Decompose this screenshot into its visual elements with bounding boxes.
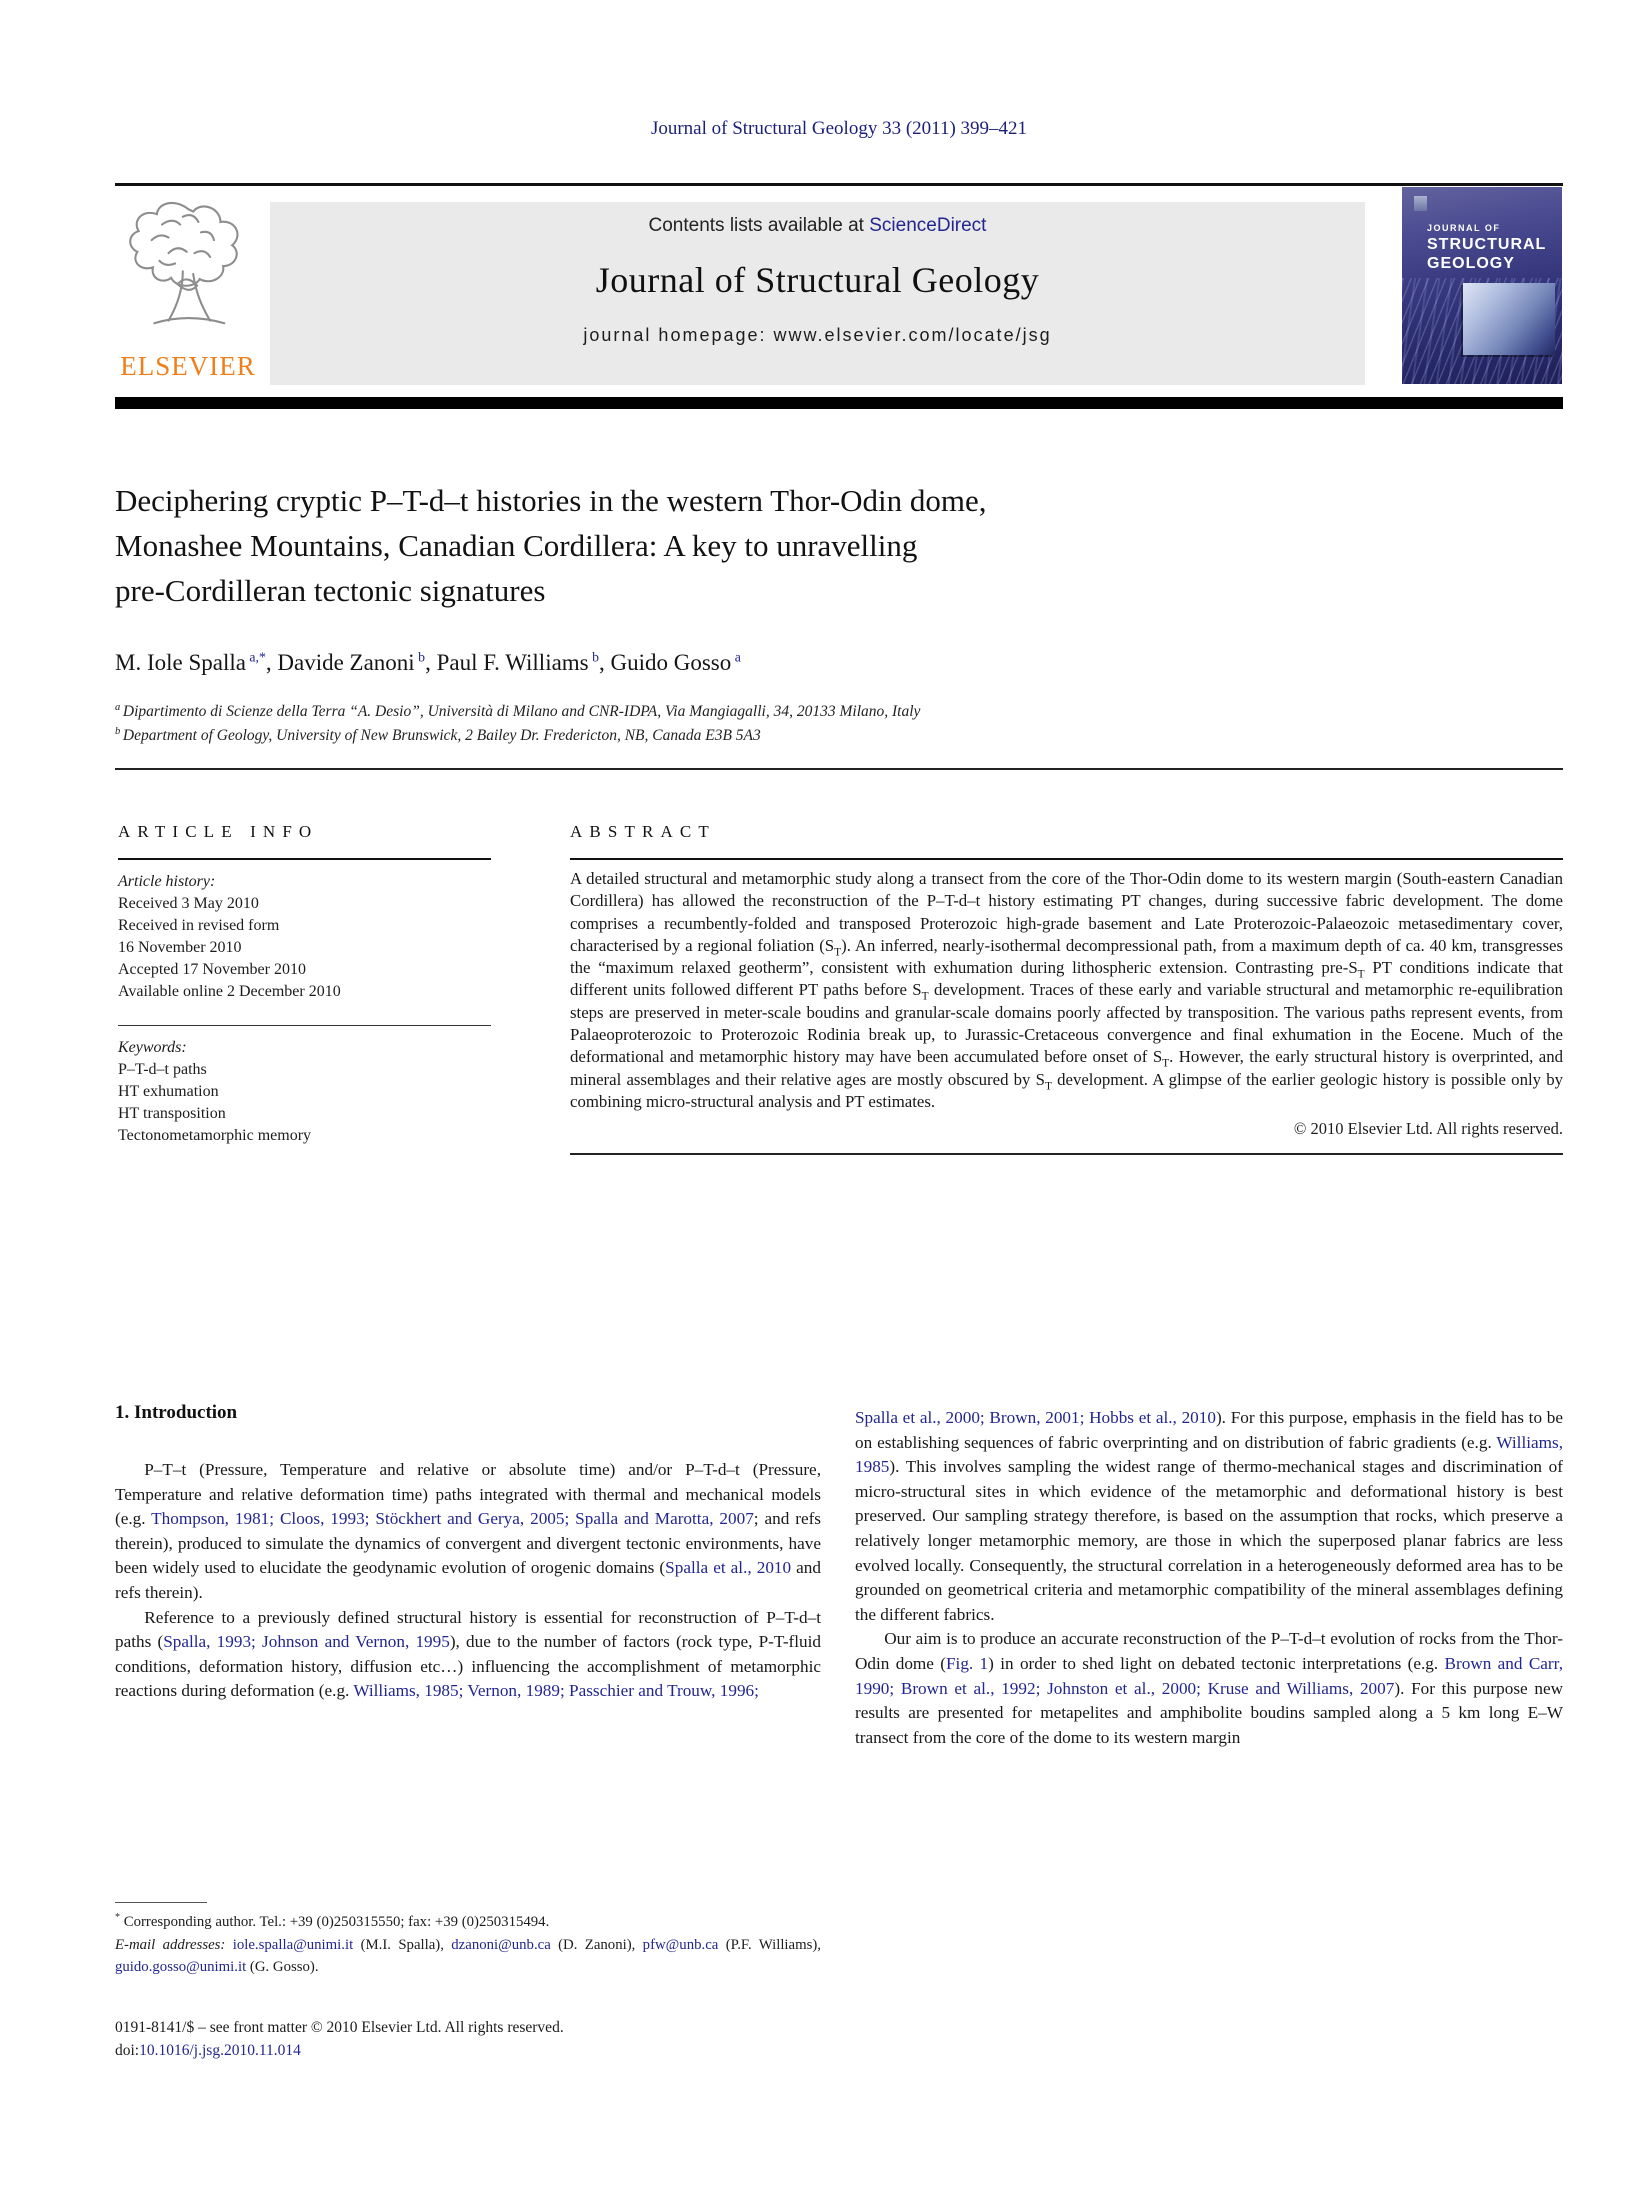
intro-paragraph: Spalla et al., 2000; Brown, 2001; Hobbs et al., 2010). For this purpose, emphasis in the field has to be on establishing sequences of fabric overprinting and on distribution of fabric gradients (e.g. Williams, 1985). This involves sampling the widest range of thermo-mechanical stages and discrimination of micro-structural sites in which evidence of the metamorphic and deformational history is best preserved. Our sampling strategy therefore, is based on the assumption that rocks, which preserve a relatively longer metamorphic memory, are those in which the superposed planar fabrics are less evolved locally. Consequently, the structural correlation in a heterogeneously deformed area has to be grounded on geometrical criteria and metamorphic compatibility of the mineral assemblages defining the different fabrics. [855,1408,1563,1624]
front-matter-footer [115,2016,915,2062]
journal-homepage-link[interactable]: journal homepage: www.elsevier.com/locate/jsg [583,325,1052,345]
cover-title-line2: STRUCTURAL [1427,236,1547,253]
header-rule [115,183,1563,186]
abstract-column [570,822,1563,1155]
abstract-heading: ABSTRACT [570,822,716,841]
journal-citation: Journal of Structural Geology 33 (2011) 399–421 [650,118,1028,139]
keywords-divider-rule [118,1025,491,1026]
elsevier-logo[interactable] [112,196,264,386]
history-item: Received in revised form [118,917,280,934]
article-title: Deciphering cryptic P–T-d–t histories in the western Thor-Odin dome, Monashee Mountains, Canadian Cordillera: A key to unravelling pre-Cordilleran tectonic signatures [115,483,987,608]
keyword-item: Tectonometamorphic memory [118,1127,312,1144]
keywords [118,1037,491,1147]
intro-left-column [115,1402,821,1704]
contents-prefix: Contents lists available at [648,215,870,236]
abstract-heading-rule [570,858,1563,860]
banner-bottom-bar [115,397,1563,409]
doi-line [115,2039,915,2062]
intro-right-column [855,1406,1563,1750]
keywords-label: Keywords: [118,1039,187,1056]
article-info-heading: ARTICLE INFO [118,822,319,841]
keyword-item: P–T-d–t paths [118,1061,207,1078]
email-addresses-note: E-mail addresses: iole.spalla@unimi.it (M.I. Spalla), dzanoni@unb.ca (D. Zanoni), pfw@unb.ca (P.F. Williams), guido.gosso@unimi.it (G. Gosso). [115,1936,822,1975]
doi-link[interactable]: 10.1016/j.jsg.2010.11.014 [139,2042,301,2059]
section-heading-introduction: 1. Introduction [115,1402,238,1423]
abstract-text: A detailed structural and metamorphic study along a transect from the core of the Thor-Odin dome to its western margin (South-eastern Canadian Cordillera) has allowed the reconstruction of the P–T-d–t history estimating PT changes, during successive fabric development. The dome comprises a recumbently-folded and transposed Proterozoic high-grade basement and Late Proterozoic-Palaeozoic metasedimentary cover, characterised by a regional foliation $(S_T)$. An inferred, nearly-isothermal decompressional path, from a maximum depth of ca. 40 km, transgresses the “maximum relaxed geotherm”, consistent with exhumation during lithospheric extension. Contrasting pre-$S_T$ PT conditions indicate that different units followed different PT paths before $S_T$ development. Traces of these early and variable structural and metamorphic re-equilibration steps are preserved in meter-scale boudins and granular-scale domains poorly affected by transposition. The various paths represent events, from Palaeoproterozoic to Proterozoic Rodinia break up, to Jurassic-Cretaceous convergence and final exhumation in the Eocene. Much of the deformational and metamorphic history may have been accumulated before onset of $S_T$. However, the early structural history is overprinted, and mineral assemblages and their relative ages are mostly obscured by $S_T$ development. A glimpse of the earlier geologic history is possible only by combining micro-structural analysis and PT estimates. [570,869,1564,1111]
journal-banner [270,202,1365,385]
elsevier-tree-icon [123,196,253,344]
front-matter-rule [115,768,1563,770]
journal-cover-thumbnail[interactable] [1402,187,1562,384]
affiliation-a: $^a$ Dipartimento di Scienze della Terra “A. Desio”, Università di Milano and CNR-IDPA, Via Mangiagalli, 34, 20133 Milano, Italy [115,701,921,720]
intro-paragraph: Reference to a previously defined structural history is essential for reconstruction of P–T-d–t paths (Spalla, 1993; Johnson and Vernon, 1995), due to the number of factors (rock type, P-T-fluid conditions, deformation history, diffusion etc…) influencing the accomplishment of metamorphic reactions during deformation (e.g. Williams, 1985; Vernon, 1989; Passchier and Trouw, 1996; [115,1607,821,1701]
article-history [118,871,491,1003]
intro-paragraph: Our aim is to produce an accurate reconstruction of the P–T-d–t evolution of rocks from the Thor-Odin dome (Fig. 1) in order to shed light on debated tectonic interpretations (e.g. Brown and Carr, 1990; Brown et al., 1992; Johnston et al., 2000; Kruse and Williams, 2007). For this purpose new results are presented for metapelites and amphibolite boudins sampled along a 5 km long E–W transect from the core of the dome to its western margin [855,1629,1563,1747]
contents-line [270,215,1365,237]
corresponding-author-note: * Corresponding author. Tel.: +39 (0)250315550; fax: +39 (0)250315494. [115,1912,550,1930]
keyword-item: HT transposition [118,1105,226,1122]
abstract-copyright: © 2010 Elsevier Ltd. All rights reserved. [1293,1119,1563,1139]
journal-title: Journal of Structural Geology [595,260,1040,300]
author-list: M. Iole Spalla $^{a,*}$, Davide Zanoni $^b$, Paul F. Williams $^b$, Guido Gosso $^a$ [115,649,741,675]
elsevier-wordmark: ELSEVIER [120,351,256,381]
cover-title-line3: GEOLOGY [1427,255,1515,272]
affiliations [115,700,1535,748]
history-item: 16 November 2010 [118,939,242,956]
abstract-bottom-rule [570,1153,1563,1155]
sciencedirect-link[interactable]: ScienceDirect [869,215,987,236]
cover-title-line1: JOURNAL OF [1427,223,1501,233]
doi-label: doi: [115,2042,140,2059]
footnote-rule [115,1902,207,1903]
article-history-label: Article history: [118,873,216,890]
intro-paragraph: P–T–t (Pressure, Temperature and relative or absolute time) and/or P–T-d–t (Pressure, Temperature and relative deformation time) paths integrated with thermal and mechanical models (e.g. Thompson, 1981; Cloos, 1993; Stöckhert and Gerya, 2005; Spalla and Marotta, 2007; and refs therein), produced to simulate the dynamics of convergent and divergent tectonic environments, have been widely used to elucidate the geodynamic evolution of orogenic domains (Spalla et al., 2010 and refs therein). [115,1460,821,1602]
history-item: Received 3 May 2010 [118,895,259,912]
article-info-column [118,822,491,1147]
issn-copyright-line: 0191-8141/$ – see front matter © 2010 Elsevier Ltd. All rights reserved. [115,2019,564,2036]
keyword-item: HT exhumation [118,1083,219,1100]
cover-mini-logo-icon [1414,196,1427,211]
affiliation-b: $^b$ Department of Geology, University of New Brunswick, 2 Bailey Dr. Fredericton, NB, Canada E3B 5A3 [115,725,761,744]
history-item: Available online 2 December 2010 [118,983,341,1000]
cover-inset-image [1463,283,1555,355]
footnote-block [115,1902,821,1979]
article-info-heading-rule [118,858,491,860]
history-item: Accepted 17 November 2010 [118,961,306,978]
